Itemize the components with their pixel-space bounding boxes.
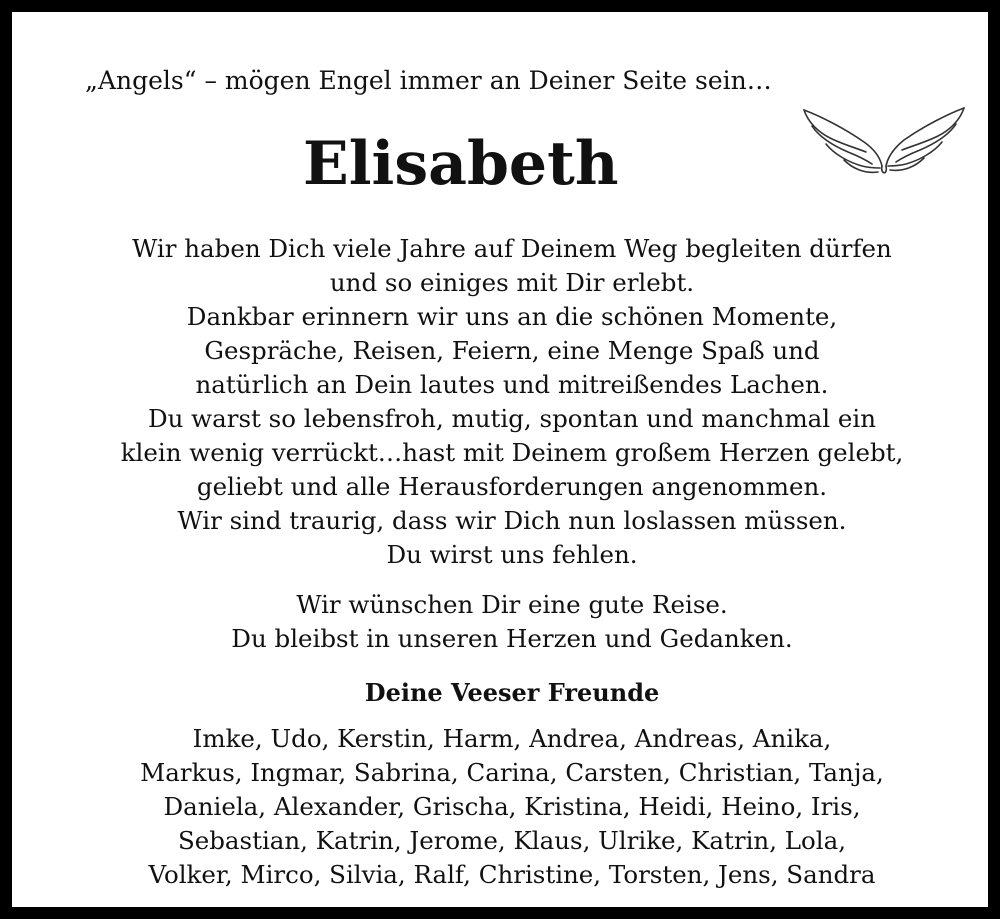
wish-line: Du bleibst in unseren Herzen und Gedanken. xyxy=(231,624,793,653)
tribute-text xyxy=(32,232,992,572)
names-line: Volker, Mirco, Silvia, Ralf, Christine, Torsten, Jens, Sandra xyxy=(148,860,876,889)
tribute-line: und so einiges mit Dir erlebt. xyxy=(329,268,695,297)
deceased-name: Elisabeth xyxy=(303,129,619,199)
tribute-line: Dankbar erinnern wir uns an die schönen Momente, xyxy=(186,302,838,331)
farewell-wish xyxy=(32,588,992,656)
tribute-line: natürlich an Dein lautes und mitreißendes Lachen. xyxy=(195,370,829,399)
motto-line: „Angels“ – mögen Engel immer an Deiner Seite sein… xyxy=(85,66,772,95)
tribute-line: Gespräche, Reisen, Feiern, eine Menge Spaß und xyxy=(204,336,820,365)
names-line: Daniela, Alexander, Grischa, Kristina, Heidi, Heino, Iris, xyxy=(163,792,861,821)
friends-name-list xyxy=(32,722,992,892)
tribute-line: Du wirst uns fehlen. xyxy=(386,540,638,569)
tribute-line: geliebt und alle Herausforderungen angenommen. xyxy=(196,472,828,501)
names-line: Imke, Udo, Kerstin, Harm, Andrea, Andreas, Anika, xyxy=(192,724,832,753)
tribute-line: Wir haben Dich viele Jahre auf Deinem Weg begleiten dürfen xyxy=(132,234,892,263)
signature-heading: Deine Veeser Freunde xyxy=(364,678,660,707)
tribute-line: Wir sind traurig, dass wir Dich nun loslassen müssen. xyxy=(177,506,847,535)
names-line: Sebastian, Katrin, Jerome, Klaus, Ulrike, Katrin, Lola, xyxy=(177,826,847,855)
tribute-line: klein wenig verrückt…hast mit Deinem großem Herzen gelebt, xyxy=(120,438,904,467)
wish-line: Wir wünschen Dir eine gute Reise. xyxy=(296,590,728,619)
angel-wings-icon xyxy=(800,102,968,180)
names-line: Markus, Ingmar, Sabrina, Carina, Carsten, Christian, Tanja, xyxy=(140,758,884,787)
tribute-line: Du warst so lebensfroh, mutig, spontan und manchmal ein xyxy=(147,404,877,433)
